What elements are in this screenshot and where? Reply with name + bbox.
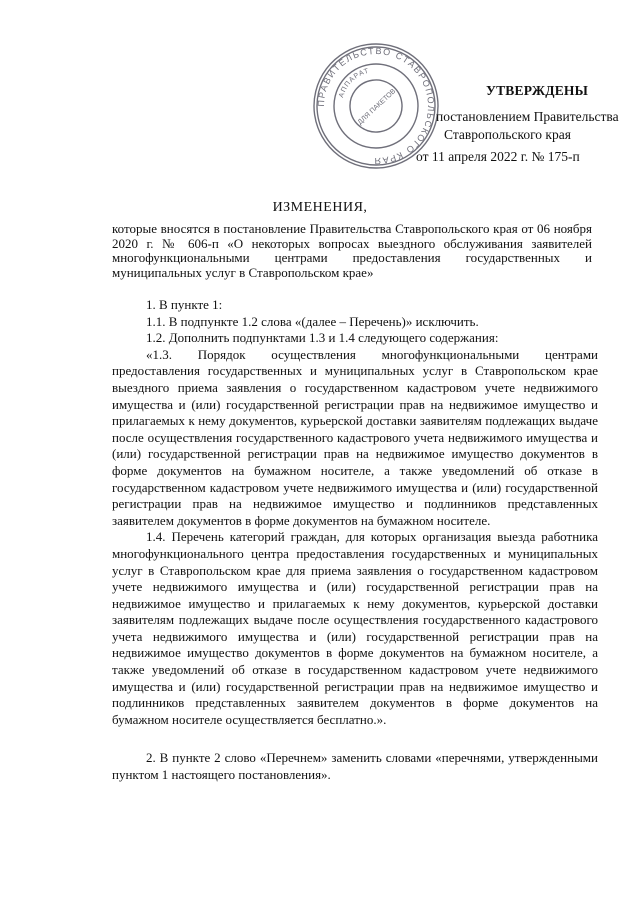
approved-by-line-1: постановлением Правительства	[436, 109, 619, 124]
paragraph-2: 2. В пункте 2 слово «Перечнем» заменить словами «перечнями, утвержденными пунктом 1 настоящего постановления».	[112, 750, 598, 783]
document-body	[112, 297, 598, 784]
paragraph-1: 1. В пункте 1:	[146, 297, 223, 312]
paragraph-1-3: «1.3. Порядок осуществления многофункциональными центрами предоставления государственных и муниципальных услуг в Ставропольском крае выездного приема заявления о государственном кадастровом учете недвижимого имущества и (или) государственной регистрации прав на недвижимое имущество и прилагаемых к нему документов, курьерской доставки заявителям подлежащих выдаче после осуществления государственного кадастрового учета недвижимого имущества и (или) государственной регистрации прав на недвижимое имущество документов в форме документов на бумажном носителе, а также уведомлений об отказе в государственном кадастровом учете недвижимого имущества и (или) государственной регистрации прав на недвижимое имущество и подлинников представленных заявителем документов в форме документов на бумажном носителе.	[112, 346, 598, 528]
paragraph-1-4: 1.4. Перечень категорий граждан, для которых организация выезда работника многофункционального центра предоставления государственных и муниципальных услуг в Ставропольском крае для приема заявления о государственном кадастровом учете недвижимого имущества и (или) государственной регистрации прав на недвижимое имущество и прилагаемых к нему документов, курьерской доставки заявителям подлежащих выдаче после осуществления государственного кадастрового учета недвижимого имущества и (или) государственной регистрации прав на недвижимое имущество документов в форме документов на бумажном носителе, а также уведомлений об отказе в государственном кадастровом учете недвижимого имущества и (или) государственной регистрации прав на недвижимое имущество и подлинников представленных заявителем документов в форме документов на бумажном носителе осуществляется бесплатно.».	[112, 529, 598, 727]
approved-by-line-2: Ставропольского края	[444, 127, 571, 142]
document-subtitle: которые вносятся в постановление Правительства Ставропольского края от 06 ноября 2020 г. № 606-п «О некоторых вопросах выездного обслуживания заявителей многофункциональными центрами предоставления государственных и муниципальных услуг в Ставропольском крае»	[112, 221, 592, 280]
paragraph-1-2: 1.2. Дополнить подпунктами 1.3 и 1.4 следующего содержания:	[146, 330, 499, 346]
seal-outer-text: ПРАВИТЕЛЬСТВО СТАВРОПОЛЬСКОГО КРАЯ	[315, 45, 437, 167]
seal-center-text: ДЛЯ ПАКЕТОВ	[356, 87, 398, 127]
paragraph-1-1: 1.1. В подпункте 1.2 слова «(далее – Перечень)» исключить.	[146, 313, 479, 329]
document-title: ИЗМЕНЕНИЯ,	[272, 200, 368, 215]
seal-inner-text: АППАРАТ	[338, 67, 371, 99]
approval-date: от 11 апреля 2022 г. № 175-п	[416, 149, 580, 164]
approved-heading: УТВЕРЖДЕНЫ	[486, 83, 589, 98]
